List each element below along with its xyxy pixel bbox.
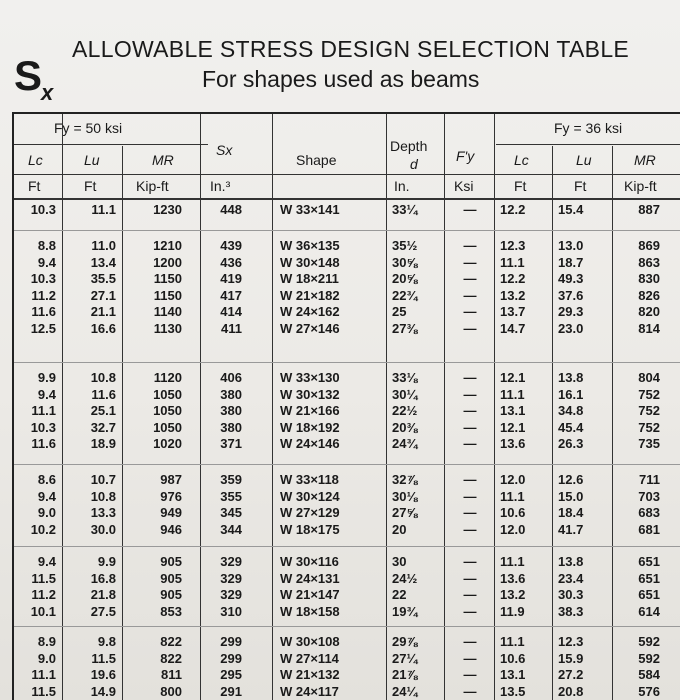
cell-lu36: 20.8 [558, 683, 584, 699]
cell-mr: 1200 [153, 254, 182, 270]
lc-unit: Ft [28, 178, 41, 194]
lc-36-header: Lc [514, 152, 529, 168]
cell-shape: W 33×118 [280, 472, 339, 487]
symbol-subscript: x [41, 80, 53, 105]
cell-shape: W 33×130 [280, 370, 340, 385]
cell-lu: 11.5 [91, 650, 116, 666]
cell-depth: 24¾ [392, 436, 418, 452]
cell-mr: 1150 [153, 271, 182, 287]
cell-mr36: 830 [638, 271, 660, 287]
cell-depth: 35½ [392, 238, 418, 253]
cell-mr36: 814 [638, 321, 660, 336]
cell-lc: 11.5 [31, 683, 56, 699]
cell-mr: 1130 [153, 321, 182, 336]
cell-lc36: 12.2 [500, 202, 526, 217]
cell-depth: 20 [392, 521, 407, 537]
cell-fyp: — [463, 554, 477, 569]
cell-lu: 35.5 [90, 271, 116, 287]
cell-mr: 976 [160, 488, 182, 504]
cell-lc: 8.9 [37, 634, 56, 649]
fy-group-underline-right [496, 144, 680, 145]
cell-lu: 16.6 [90, 321, 116, 336]
cell-mr36: 752 [638, 386, 660, 402]
cell-depth: 30 [392, 554, 407, 569]
cell-mr: 822 [160, 650, 182, 666]
cell-lu: 21.8 [90, 587, 116, 603]
mr-header: MR [152, 152, 174, 168]
fy-36-ksi-header: Fy = 36 ksi [554, 120, 623, 136]
cell-mr: 1020 [153, 436, 182, 452]
cell-fyp: — [463, 570, 477, 586]
cell-lc36: 11.1 [500, 254, 525, 270]
cell-fyp: — [463, 238, 477, 253]
col-divider [200, 114, 201, 700]
cell-lc: 10.3 [30, 271, 56, 287]
cell-lu36: 41.7 [558, 521, 584, 537]
units-divider [14, 198, 680, 200]
cell-mr36: 681 [638, 521, 660, 537]
cell-shape: W 21×166 [280, 403, 340, 419]
section-modulus-symbol [14, 52, 53, 105]
cell-lc: 11.1 [31, 403, 56, 419]
cell-lc: 12.5 [30, 321, 56, 336]
cell-lc36: 13.6 [500, 570, 526, 586]
cell-fyp: — [463, 587, 477, 603]
title-block [0, 0, 680, 110]
cell-sx: 417 [220, 287, 242, 303]
cell-lc36: 13.2 [500, 587, 526, 603]
cell-depth: 33¼ [392, 202, 418, 217]
mr-unit: Kip-ft [136, 178, 169, 194]
group-separator [14, 626, 680, 627]
cell-lu36: 45.4 [558, 419, 584, 435]
cell-sx: 380 [220, 419, 242, 435]
cell-sx: 345 [220, 505, 242, 521]
cell-lc: 11.6 [31, 304, 56, 320]
cell-sx: 329 [220, 587, 242, 603]
cell-mr36: 820 [638, 304, 660, 320]
cell-lc: 9.0 [37, 650, 56, 666]
lu-36-unit: Ft [574, 178, 587, 194]
cell-lc: 11.1 [31, 667, 56, 683]
cell-lc36: 12.2 [500, 271, 526, 287]
cell-lu36: 18.4 [558, 505, 584, 521]
cell-fyp: — [463, 436, 477, 452]
cell-lc36: 12.0 [500, 472, 526, 487]
cell-lu: 27.1 [90, 287, 116, 303]
cell-lc36: 13.5 [500, 683, 526, 699]
cell-lc: 9.4 [37, 386, 56, 402]
table-subtitle: For shapes used as beams [202, 66, 480, 92]
cell-lc36: 14.7 [500, 321, 526, 336]
cell-lu36: 15.0 [558, 488, 584, 504]
cell-mr36: 869 [638, 238, 660, 253]
cell-lu: 11.1 [91, 202, 116, 217]
cell-lu36: 13.0 [558, 238, 584, 253]
cell-shape: W 24×131 [280, 570, 340, 586]
table-title: ALLOWABLE STRESS DESIGN SELECTION TABLE [72, 36, 630, 62]
cell-lc36: 10.6 [500, 650, 526, 666]
cell-mr36: 863 [638, 254, 660, 270]
cell-lu: 13.3 [90, 505, 116, 521]
cell-mr36: 651 [638, 587, 660, 603]
cell-lc36: 13.1 [500, 667, 526, 683]
cell-lu: 18.9 [90, 436, 116, 452]
cell-mr36: 752 [638, 419, 660, 435]
cell-depth: 33⅛ [392, 370, 418, 385]
col-divider [62, 114, 63, 700]
group-separator [14, 546, 680, 547]
cell-shape: W 30×132 [280, 386, 340, 402]
cell-mr: 822 [160, 634, 182, 649]
cell-mr: 1050 [153, 386, 182, 402]
fy-group-underline-left [14, 144, 208, 145]
cell-fyp: — [463, 254, 477, 270]
cell-mr36: 752 [638, 403, 660, 419]
cell-mr: 946 [160, 521, 182, 537]
cell-lu36: 18.7 [558, 254, 584, 270]
cell-mr36: 826 [638, 287, 660, 303]
cell-mr: 1230 [153, 202, 182, 217]
cell-lu: 21.1 [90, 304, 116, 320]
cell-lc: 10.3 [30, 202, 56, 217]
cell-lu: 10.8 [90, 488, 116, 504]
cell-lc36: 11.9 [500, 603, 525, 619]
cell-sx: 411 [221, 321, 242, 336]
cell-mr: 905 [160, 570, 182, 586]
cell-lc: 9.4 [37, 554, 56, 569]
cell-mr: 1140 [153, 304, 182, 320]
col-divider [444, 114, 445, 700]
cell-fyp: — [463, 202, 477, 217]
cell-lc: 10.2 [30, 521, 56, 537]
depth-unit: In. [394, 178, 410, 194]
cell-shape: W 18×192 [280, 419, 340, 435]
cell-lc36: 12.1 [500, 419, 526, 435]
cell-depth: 27⅜ [392, 321, 418, 336]
cell-lc36: 10.6 [500, 505, 526, 521]
cell-sx: 329 [220, 570, 242, 586]
cell-lc: 11.6 [31, 436, 56, 452]
cell-fyp: — [463, 370, 477, 385]
cell-lc: 9.4 [37, 254, 56, 270]
sx-header: Sx [216, 142, 233, 158]
lc-header: Lc [28, 152, 43, 168]
cell-lc: 10.3 [30, 419, 56, 435]
cell-shape: W 21×182 [280, 287, 340, 303]
cell-sx: 436 [220, 254, 242, 270]
cell-mr: 1120 [153, 370, 182, 385]
cell-lc36: 12.3 [500, 238, 526, 253]
cell-mr: 905 [160, 587, 182, 603]
cell-fyp: — [463, 386, 477, 402]
selection-table [12, 112, 680, 700]
cell-lc36: 12.0 [500, 521, 526, 537]
cell-sx: 310 [220, 603, 242, 619]
cell-lu36: 26.3 [558, 436, 584, 452]
cell-fyp: — [463, 488, 477, 504]
cell-lu36: 16.1 [558, 386, 584, 402]
cell-mr: 905 [160, 554, 182, 569]
cell-fyp: — [463, 472, 477, 487]
cell-lc: 11.2 [31, 587, 56, 603]
cell-fyp: — [463, 403, 477, 419]
col-divider [494, 114, 495, 700]
cell-mr36: 703 [638, 488, 660, 504]
cell-sx: 299 [220, 650, 242, 666]
cell-lu: 11.6 [91, 386, 116, 402]
cell-lu: 32.7 [90, 419, 116, 435]
cell-lc36: 13.7 [500, 304, 526, 320]
cell-sx: 380 [220, 403, 242, 419]
cell-mr36: 592 [638, 634, 660, 649]
cell-lu: 19.6 [90, 667, 116, 683]
cell-sx: 414 [220, 304, 242, 320]
cell-mr36: 584 [638, 667, 660, 683]
cell-depth: 19¾ [392, 603, 418, 619]
cell-depth: 25 [392, 304, 407, 320]
cell-lu: 13.4 [90, 254, 116, 270]
cell-sx: 419 [220, 271, 242, 287]
cell-fyp: — [463, 650, 477, 666]
lc-36-unit: Ft [514, 178, 527, 194]
cell-lu36: 23.0 [558, 321, 584, 336]
cell-lu36: 12.6 [558, 472, 584, 487]
cell-sx: 359 [220, 472, 242, 487]
cell-lu36: 23.4 [558, 570, 584, 586]
mr-36-unit: Kip-ft [624, 178, 657, 194]
cell-lc36: 13.2 [500, 287, 526, 303]
cell-shape: W 24×162 [280, 304, 340, 320]
cell-lu36: 13.8 [558, 370, 584, 385]
cell-depth: 32⅞ [392, 472, 418, 487]
cell-mr: 853 [160, 603, 182, 619]
cell-lu36: 13.8 [558, 554, 584, 569]
sx-unit: In.³ [210, 178, 231, 194]
cell-depth: 27⅝ [392, 505, 418, 521]
header-divider [14, 174, 680, 175]
cell-lc: 10.1 [30, 603, 56, 619]
cell-lc36: 13.1 [500, 403, 526, 419]
cell-sx: 371 [220, 436, 242, 452]
lu-header: Lu [84, 152, 100, 168]
cell-mr36: 735 [638, 436, 660, 452]
cell-lu: 30.0 [90, 521, 116, 537]
cell-depth: 20⅜ [392, 419, 418, 435]
cell-fyp: — [463, 271, 477, 287]
cell-lu36: 49.3 [558, 271, 584, 287]
group-separator [14, 362, 680, 363]
cell-depth: 27¼ [392, 650, 418, 666]
cell-depth: 22 [392, 587, 407, 603]
cell-sx: 406 [220, 370, 242, 385]
cell-lc: 11.5 [31, 570, 56, 586]
cell-shape: W 33×141 [280, 202, 340, 217]
cell-depth: 20⅝ [392, 271, 418, 287]
cell-mr36: 576 [638, 683, 660, 699]
cell-lu: 10.7 [90, 472, 116, 487]
lu-36-header: Lu [576, 152, 592, 168]
cell-depth: 24½ [392, 570, 418, 586]
group-separator [14, 230, 680, 231]
fy-50-ksi-header: Fy = 50 ksi [54, 120, 123, 136]
cell-mr36: 592 [638, 650, 660, 666]
cell-lc: 9.0 [37, 505, 56, 521]
cell-fyp: — [463, 667, 477, 683]
cell-lu: 9.9 [97, 554, 116, 569]
cell-sx: 295 [220, 667, 242, 683]
cell-mr: 1210 [153, 238, 182, 253]
cell-lc: 9.4 [37, 488, 56, 504]
cell-lu36: 29.3 [558, 304, 584, 320]
mr-36-header: MR [634, 152, 656, 168]
cell-lc: 8.8 [37, 238, 56, 253]
cell-shape: W 30×108 [280, 634, 340, 649]
cell-depth: 30⅝ [392, 254, 418, 270]
cell-lu36: 15.4 [558, 202, 584, 217]
cell-shape: W 30×148 [280, 254, 340, 270]
cell-mr: 1050 [153, 403, 182, 419]
col-divider [272, 114, 273, 700]
fy-prime-header: F'y [456, 148, 475, 164]
cell-mr: 1050 [153, 419, 182, 435]
cell-mr36: 804 [638, 370, 660, 385]
cell-lu: 9.8 [97, 634, 116, 649]
cell-lc36: 11.1 [500, 488, 525, 504]
cell-shape: W 18×175 [280, 521, 340, 537]
cell-mr36: 651 [638, 554, 660, 569]
cell-sx: 344 [220, 521, 242, 537]
cell-lu: 11.0 [91, 238, 116, 253]
depth-symbol: d [410, 156, 418, 172]
fyp-unit: Ksi [454, 178, 474, 194]
depth-header: Depth [390, 138, 428, 154]
cell-lu36: 37.6 [558, 287, 584, 303]
cell-sx: 380 [220, 386, 242, 402]
cell-shape: W 27×129 [280, 505, 340, 521]
cell-depth: 30¼ [392, 386, 418, 402]
cell-shape: W 36×135 [280, 238, 340, 253]
cell-lu: 14.9 [90, 683, 116, 699]
symbol-main: S [14, 52, 42, 99]
cell-shape: W 27×146 [280, 321, 340, 336]
cell-sx: 355 [220, 488, 242, 504]
cell-depth: 30⅛ [392, 488, 418, 504]
cell-depth: 22½ [392, 403, 418, 419]
cell-lc: 8.6 [37, 472, 56, 487]
cell-mr: 1150 [153, 287, 182, 303]
cell-sx: 448 [220, 202, 242, 217]
cell-lu: 10.8 [90, 370, 116, 385]
cell-fyp: — [463, 321, 477, 336]
cell-depth: 22¾ [392, 287, 418, 303]
cell-shape: W 21×147 [280, 587, 340, 603]
cell-mr36: 711 [639, 472, 660, 487]
cell-lc36: 12.1 [500, 370, 526, 385]
cell-lc36: 13.6 [500, 436, 526, 452]
cell-lc36: 11.1 [500, 554, 525, 569]
cell-lu36: 15.9 [558, 650, 584, 666]
group-separator [14, 464, 680, 465]
cell-mr: 987 [160, 472, 182, 487]
cell-lu36: 12.3 [558, 634, 584, 649]
cell-lu: 27.5 [90, 603, 116, 619]
cell-shape: W 18×211 [280, 271, 339, 287]
cell-mr: 949 [160, 505, 182, 521]
cell-shape: W 24×117 [280, 683, 339, 699]
cell-sx: 291 [220, 683, 242, 699]
cell-shape: W 18×158 [280, 603, 340, 619]
cell-depth: 24¼ [392, 683, 418, 699]
cell-lu: 16.8 [90, 570, 116, 586]
lu-unit: Ft [84, 178, 97, 194]
cell-fyp: — [463, 634, 477, 649]
cell-shape: W 24×146 [280, 436, 340, 452]
cell-mr36: 683 [638, 505, 660, 521]
cell-lu: 25.1 [90, 403, 116, 419]
cell-mr: 800 [160, 683, 182, 699]
cell-lc36: 11.1 [500, 386, 525, 402]
cell-mr36: 614 [638, 603, 660, 619]
cell-lc: 9.9 [37, 370, 56, 385]
cell-sx: 329 [220, 554, 242, 569]
cell-sx: 439 [220, 238, 242, 253]
cell-lu36: 27.2 [558, 667, 584, 683]
cell-mr: 811 [161, 667, 182, 683]
cell-lc36: 11.1 [500, 634, 525, 649]
cell-fyp: — [463, 287, 477, 303]
cell-fyp: — [463, 603, 477, 619]
cell-lu36: 38.3 [558, 603, 584, 619]
cell-fyp: — [463, 521, 477, 537]
cell-shape: W 21×132 [280, 667, 340, 683]
cell-depth: 29⅞ [392, 634, 418, 649]
cell-mr36: 651 [638, 570, 660, 586]
cell-fyp: — [463, 683, 477, 699]
cell-lu36: 30.3 [558, 587, 584, 603]
cell-shape: W 30×116 [280, 554, 339, 569]
cell-lu36: 34.8 [558, 403, 584, 419]
cell-depth: 21⅞ [392, 667, 418, 683]
cell-sx: 299 [220, 634, 242, 649]
cell-fyp: — [463, 304, 477, 320]
col-divider [386, 114, 387, 700]
cell-fyp: — [463, 419, 477, 435]
shape-header: Shape [296, 152, 337, 168]
cell-lc: 11.2 [31, 287, 56, 303]
cell-shape: W 30×124 [280, 488, 340, 504]
cell-fyp: — [463, 505, 477, 521]
cell-shape: W 27×114 [280, 650, 339, 666]
cell-mr36: 887 [638, 202, 660, 217]
